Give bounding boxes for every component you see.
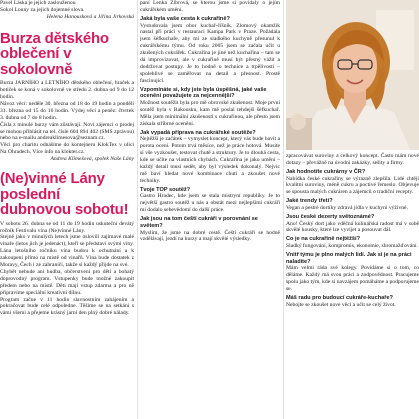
- vino-paragraph: Chybět nebude ani hudba, občerstvení pro děti a bohatý doprovodný program. Vstupenky bude možné zakoupit předem nebo na místě. Děti mají vstup zdarma a pro ně připravíme speciální kreativní dílnu.: [0, 268, 134, 296]
- vino-headline: (Ne)vinné Lány poslední dubnovou sobotu!: [0, 170, 129, 219]
- interview-answer: Sladký fungování, kompromis, ekonomie, shromažďování.: [286, 243, 418, 250]
- interview-question: Jsou české dezerty světoznámé?: [286, 213, 375, 220]
- interview-intro: paní Lenka Zíbrová, se kterou jsme si povídaly o jejím cukrářském umění.: [140, 0, 280, 13]
- intro-line: Sokol Louny za jejich dojemné slova.: [0, 6, 85, 13]
- interview-question: Jaká byla vaše cesta k cukrařině?: [140, 15, 230, 22]
- interview-question: Vzpomínáte si, kdy jste byla úspěšná, jaké vaše ocenění považujete za nejcennější?: [140, 86, 267, 100]
- right-text-block: [286, 153, 419, 309]
- burza-paragraph: Návoz věcí: neděle 30. března od 18 do 19 hodin a pondělí 31. března od 15 do 16 hodin. Výdej věcí a peněz: čtvrtek 3. dubna od 7 do 8 hodin.: [0, 100, 134, 121]
- portrait-illustration: [286, 0, 419, 150]
- interview-answer: Mám velmi ráda své kolegy. Povídáme si o tom, co děláme. Každý má svou práci a zodpovědnost. Pracujeme spolu jako tým, kde si navzájem pomáháme a podporujeme se.: [286, 265, 419, 293]
- interview-answer: Gastro Hradec, kde jsem se stala mistryní republiky. Je to největší gastro soutěž u nás a obstát mezi nejlepšími cukráři mi dodalo sebevědomí do další práce.: [140, 193, 280, 214]
- vino-paragraph: Program začne v 11 hodin slavnostním zahájením a pokračovat bude celé odpoledne. Těšíme se na setkání s vámi všemi a přejeme krásný jarní den plný dobré nálady.: [0, 296, 134, 317]
- interview-answer: Vegan a pestré dortíky zdravá jídla v kuchyni výživné.: [286, 204, 408, 211]
- interview-question: Jak jsou na tom čeští cukráři v porovnání se světem?: [140, 216, 258, 229]
- middle-column: [140, 0, 280, 419]
- burza-paragraph: Burza JARNÍHO a LETNÍHO dětského oblečení, hraček a botiček se koná v sokolovně ve středu 2. dubna od 9 do 12 hodin.: [0, 80, 134, 101]
- interview-answer: Ano! Český dort jako vděčná kulinářská radost má v sobě skvělé kousky, které lze vyvíjet a posouvat dál.: [286, 220, 419, 234]
- interview-answer: Nabídka české cukrařiny se výrazně zlepšila. Lidé chtějí kvalitní suroviny, méně cukru a poctivé řemeslo. Objevuje se spousta malých cukráren a zájemců o tradiční recepty.: [286, 175, 419, 196]
- column-divider: [283, 0, 284, 419]
- burza-signature: Andrea Klimešová, spolek Naše Lány: [50, 156, 134, 163]
- interview-answer: Vystudovala jsem obor kuchař-číšník. Zlomový okamžik nastal při práci v restauraci Kampa Park v Praze. Požádala jsem šéfkuchaře, aby mi ze sladkého kuchyně přesunul k cukrářskému týmu. Od roku 2005 jsem se začala učit u zkušených cukrářek. Cukrařina je jiné než kuchařina – tam se dá improvizovat, ale v cukrařině musí být přesný vážit a dodržovat postupy. Je to hodně o technice a trpělivosti – spolehlivé se zaměřovat na detail a přesnost. Prostě fascinující.: [140, 22, 280, 84]
- portrait-photo: [286, 0, 419, 150]
- interview-answer: Možnost soutěžit byla pro mě obrovské zkušenost. Moje první soutěž byla v Rakousku, kam mě poslal tehdejší šéfkuchař. Měla jsem minimální zkušenosti s cukrařinou, ale přesto jsem získala stříbrné ocenění.: [140, 100, 280, 127]
- interview-question: Co je na cukrařině nejtěžší?: [286, 236, 360, 243]
- interview-question: Jak hodnotíte cukrárny v ČR?: [286, 168, 366, 175]
- burza-paragraph: Čísla z minulé burzy vám zůstávají. Noví zájemci o prodej se mohou přihlásit na tel. čísle 604 894 402 (SMS zprávou) nebo na e-mailu andreaklimesova@seznam.cz.: [0, 121, 134, 142]
- interview-question: Jak vypadá příprava na cukrářské soutěže?: [140, 129, 256, 136]
- burza-headline: Burza dětského oblečení v sokolovně: [0, 29, 109, 78]
- vino-paragraph: Stejně jako v minulých letech jsme oslovili zajímavé malé vinaře (letos jich je jedenáct), kteří se představí svými víny. Lána letošního ročníku vína budou k ochutnání a k zakoupení přímo na místě od vinařů. Vína bude dostatek z Moravy, Čech i ze zahraničí, takže si každý přijde na své.: [0, 234, 134, 269]
- left-column: [0, 0, 134, 419]
- interview-question: Vnitř týmu je plno malých lidí. Jak si je na práci naladíte?: [286, 251, 412, 265]
- burza-paragraph: Věci pro charitu odnášíme do kontejneru KlokTex v ulici Na Ohradech. Více info na klokter.cz.: [0, 142, 134, 156]
- intro-signature: Helena Hanousková a Jiřina Jirkovská: [46, 13, 134, 20]
- right-column: [286, 0, 419, 419]
- interview-question: Jaké trendy třetí?: [286, 198, 333, 205]
- interview-question: Tvoje TOP soutěž?: [140, 186, 191, 193]
- column-divider: [137, 0, 138, 419]
- vino-paragraph: V sobotu 26. dubna se od 11 do 19 hodin uskuteční devátý ročník Festivalu vína (Ne)vinné Lány.: [0, 220, 134, 234]
- photo-caption-text: zpracovávat suroviny a celkový koncept. Často mám nové dotazy – převážně na úvodní zakázky, sešity a firmy.: [286, 153, 419, 166]
- interview-answer: Myslím, že jsme na dobré cestě. Čeští cukráři se hodně vzdělávají, jezdí na kurzy a mají skvělé výsledky.: [140, 229, 280, 243]
- intro-line: Pavel Láska je jejich zaslouženou: [0, 0, 76, 6]
- interview-question: Máš radu pro budoucí cukráře-kuchaře?: [286, 295, 393, 301]
- interview-answer: Nebojte se zkoušet nové věci a učit se celý život.: [286, 301, 396, 308]
- interview-answer: Nejtěžší je začátek – vymyslet koncept, který vás bude bavit a porota ocení. Potom trvá měsíce, než je práce hotová. Musíte si vše vyzkoušet, testovat chutě a struktury. Je to dlouhá cesta, kde se učíte na vlastních chybách. Cukrařina je jako umění – každý detail musí sedět, aby byl výsledek dokonalý. Nejvíc mě baví hledat nové kombinace chutí a zkoušet nové techniky.: [140, 136, 280, 184]
